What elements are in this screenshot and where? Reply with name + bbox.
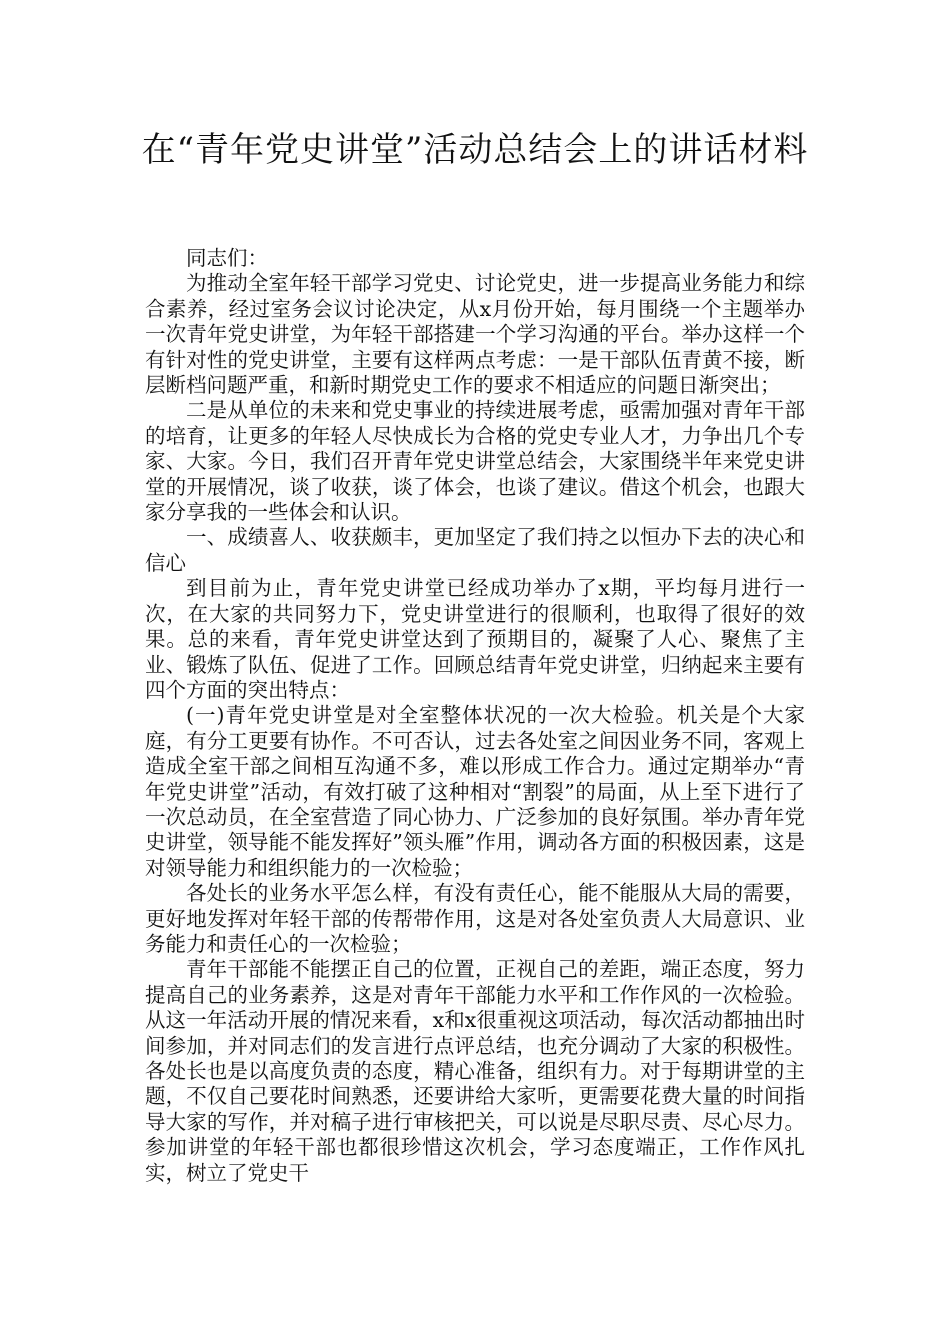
- paragraph: 为推动全室年轻干部学习党史、讨论党史，进一步提高业务能力和综合素养，经过室务会议讨论决定，从x月份开始，每月围绕一个主题举办一次青年党史讲堂，为年轻干部搭建一个学习沟通的平台。举办这样一个有针对性的党史讲堂，主要有这样两点考虑：一是干部队伍青黄不接，断层断档问题严重，和新时期党史工作的要求不相适应的问题日渐突出；: [145, 271, 805, 398]
- paragraph: 青年干部能不能摆正自己的位置，正视自己的差距，端正态度，努力提高自己的业务素养，这是对青年干部能力水平和工作作风的一次检验。从这一年活动开展的情况来看，x和x很重视这项活动，每次活动都抽出时间参加，并对同志们的发言进行点评总结，也充分调动了大家的积极性。各处长也是以高度负责的态度，精心准备，组织有力。对于每期讲堂的主题，不仅自己要花时间熟悉，还要讲给大家听，更需要花费大量的时间指导大家的写作，并对稿子进行审核把关，可以说是尽职尽责、尽心尽力。参加讲堂的年轻干部也都很珍惜这次机会，学习态度端正，工作作风扎实，树立了党史干: [145, 957, 805, 1185]
- document-body: [145, 246, 805, 1186]
- section-heading: 一、成绩喜人、收获颇丰，更加坚定了我们持之以恒办下去的决心和信心: [145, 525, 805, 575]
- paragraph: 二是从单位的未来和党史事业的持续进展考虑，亟需加强对青年干部的培育，让更多的年轻人尽快成长为合格的党史专业人才，力争出几个专家、大家。今日，我们召开青年党史讲堂总结会，大家围绕半年来党史讲堂的开展情况，谈了收获，谈了体会，也谈了建议。借这个机会，也跟大家分享我的一些体会和认识。: [145, 398, 805, 525]
- paragraph: (一)青年党史讲堂是对全室整体状况的一次大检验。机关是个大家庭，有分工更要有协作。不可否认，过去各处室之间因业务不同，客观上造成全室干部之间相互沟通不多，难以形成工作合力。通过定期举办“青年党史讲堂”活动，有效打破了这种相对“割裂”的局面，从上至下进行了一次总动员，在全室营造了同心协力、广泛参加的良好氛围。举办青年党史讲堂，领导能不能发挥好”领头雁”作用，调动各方面的积极因素，这是对领导能力和组织能力的一次检验；: [145, 703, 805, 880]
- paragraph: 各处长的业务水平怎么样，有没有责任心，能不能服从大局的需要，更好地发挥对年轻干部的传帮带作用，这是对各处室负责人大局意识、业务能力和责任心的一次检验；: [145, 881, 805, 956]
- document-title: 在“青年党史讲堂”活动总结会上的讲话材料: [141, 130, 809, 170]
- paragraph: 到目前为止，青年党史讲堂已经成功举办了x期，平均每月进行一次，在大家的共同努力下，党史讲堂进行的很顺利，也取得了很好的效果。总的来看，青年党史讲堂达到了预期目的，凝聚了人心、聚焦了主业、锻炼了队伍、促进了工作。回顾总结青年党史讲堂，归纳起来主要有四个方面的突出特点：: [145, 576, 805, 702]
- salutation: 同志们：: [186, 246, 268, 270]
